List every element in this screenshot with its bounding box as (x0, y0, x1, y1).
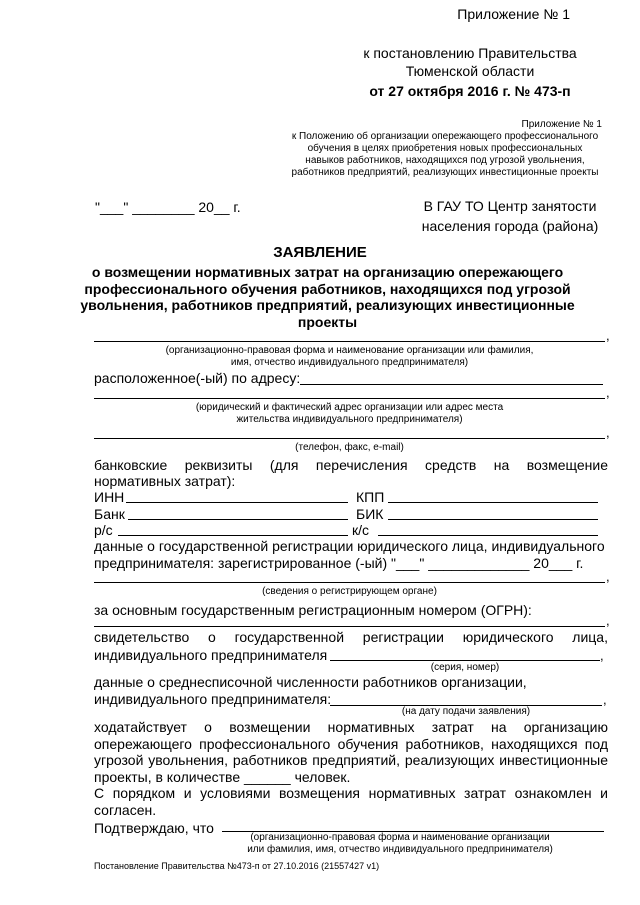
petition-line: угрозой увольнения, работников предприятий, реализующих инвестиционные (94, 752, 608, 768)
petition-line: ходатайствует о возмещении нормативных затрат на организацию (94, 719, 608, 735)
hint-line: жительства индивидуального предпринимателя) (236, 414, 463, 425)
ks-label: к/с (352, 522, 370, 538)
comma: , (606, 425, 610, 440)
addressee-line: В ГАУ ТО Центр занятости (423, 198, 597, 214)
resolution-label: к постановлению Правительства (363, 45, 577, 61)
confirm-label: Подтверждаю, что (94, 820, 214, 836)
agreement-line: С порядком и условиями возмещения нормативных затрат ознакомлен и (94, 785, 608, 801)
address-field[interactable] (300, 384, 603, 385)
headcount-label-2: индивидуального предпринимателя: (94, 691, 332, 707)
org-name-hint (94, 345, 605, 369)
comma: , (603, 692, 607, 707)
document-subtitle (60, 264, 595, 330)
bik-label: БИК (356, 506, 384, 522)
headcount-label: данные о среднесписочной численности работников организации, (94, 674, 527, 690)
hint-line: (организационно-правовая форма и наименование организации (250, 832, 550, 843)
petition-line: опережающего профессионального обучения работников, находящихся под (94, 735, 608, 752)
date-line: "___" ________ 20__ г. (95, 199, 241, 215)
certificate-label: свидетельство о государственной регистрации юридического лица, (94, 629, 608, 645)
appendix-label: Приложение № 1 (457, 6, 570, 22)
subtitle-line: профессионального обучения работников, находящихся под угрозой (84, 280, 571, 297)
inn-field[interactable] (126, 502, 348, 503)
rs-field[interactable] (118, 535, 348, 536)
ogrn-label: за основным государственным регистрационным номером (ОГРН): (94, 602, 532, 618)
subtitle-line: увольнения, работников предприятий, реализующих инвестиционные (80, 297, 575, 313)
regulation-line: к Положению об организации опережающего профессионального (291, 131, 599, 142)
hint-line: (юридический и фактический адрес организации или адрес места (195, 402, 504, 413)
comma: , (600, 648, 604, 663)
address-label: расположенное(-ый) по адресу: (94, 370, 301, 386)
registrar-field[interactable] (94, 582, 605, 583)
comma: , (606, 385, 610, 400)
appendix-small-label: Приложение № 1 (521, 119, 602, 130)
agreement-text (94, 785, 608, 818)
registration-label-2: предпринимателя: зарегистрированное (-ый) "___" _____________ 20___ г. (94, 555, 584, 571)
bank-details-label: банковские реквизиты (для перечисления средств на возмещение (94, 457, 608, 473)
application-date-hint: (на дату подачи заявления) (401, 706, 531, 717)
footer-reference: Постановление Правительства №473-п от 27.10.2016 (21557427 v1) (94, 861, 380, 871)
kpp-label: КПП (356, 489, 385, 505)
ogrn-field[interactable] (94, 626, 605, 627)
org-name-field[interactable] (94, 341, 605, 342)
series-hint: (серия, номер) (430, 662, 500, 673)
region-label: Тюменской области (405, 63, 535, 79)
address-field-2[interactable] (94, 398, 605, 399)
bank-label: Банк (94, 506, 125, 522)
subtitle-line: проекты (297, 313, 358, 330)
document-title: ЗАЯВЛЕНИЕ (273, 244, 367, 261)
phone-hint: (телефон, факс, e-mail) (295, 442, 404, 453)
addressee (410, 198, 610, 234)
address-hint (94, 402, 605, 426)
confirm-hint (210, 832, 590, 856)
addressee-line: населения города (района) (421, 218, 599, 234)
inn-label: ИНН (94, 489, 125, 505)
petition-line: проекты, в количестве ______ человек. (94, 768, 351, 785)
regulation-line: обучения в целях приобретения новых профессиональных (307, 143, 583, 154)
certificate-label-2: индивидуального предпринимателя (94, 647, 328, 663)
ks-field[interactable] (378, 535, 598, 536)
comma: , (606, 569, 610, 584)
hint-line: или фамилия, имя, отчество индивидуального предпринимателя) (247, 844, 553, 855)
petition-text (94, 719, 608, 785)
bik-field[interactable] (388, 519, 598, 520)
regulation-line: работников предприятий, реализующих инвестиционные проекты (291, 167, 599, 178)
phone-field[interactable] (94, 438, 605, 439)
comma: , (606, 613, 610, 628)
hint-line: имя, отчество индивидуального предпринимателя) (230, 357, 469, 368)
certificate-field[interactable] (330, 660, 600, 661)
agreement-line: согласен. (94, 801, 157, 818)
kpp-field[interactable] (388, 502, 598, 503)
registration-label: данные о государственной регистрации юридического лица, индивидуального (94, 538, 605, 554)
comma: , (606, 328, 610, 343)
hint-line: (организационно-правовая форма и наименование организации или фамилия, (165, 345, 534, 356)
regulation-line: навыков работников, находящихся под угрозой увольнения, (305, 155, 585, 166)
subtitle-line: о возмещении нормативных затрат на организацию опережающего (91, 264, 564, 280)
registrar-hint: (сведения о регистрирующем органе) (262, 586, 437, 597)
bank-details-label-2: нормативных затрат): (94, 473, 236, 489)
rs-label: р/с (94, 522, 113, 538)
bank-field[interactable] (128, 519, 348, 520)
regulation-block (270, 131, 620, 179)
resolution-date-number: от 27 октября 2016 г. № 473-п (369, 83, 571, 99)
